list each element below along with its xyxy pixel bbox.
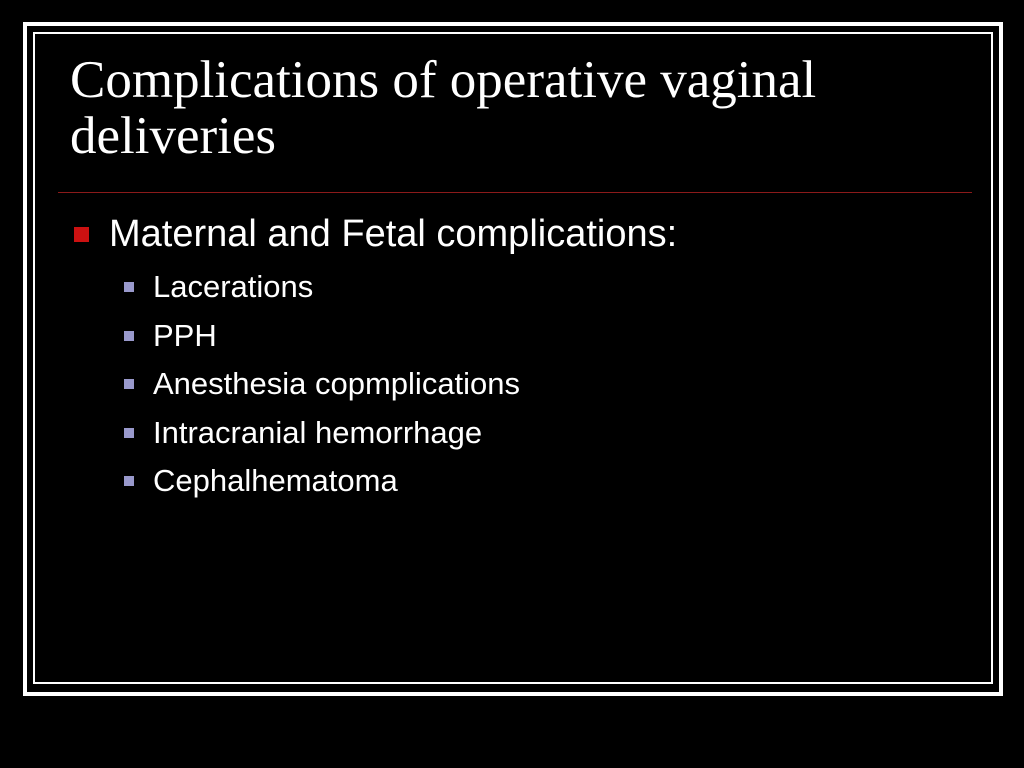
sub-bullet-item [124,312,520,361]
square-bullet-icon [74,227,89,242]
square-bullet-icon [124,476,134,486]
bullet-item [74,211,677,257]
sub-bullet-list [124,263,520,506]
square-bullet-icon [124,379,134,389]
sub-bullet-text: Anesthesia copmplications [153,366,521,402]
sub-bullet-item [124,457,520,506]
square-bullet-icon [124,428,134,438]
slide-title: Complications of operative vaginal deliveries [70,51,817,165]
sub-bullet-item [124,263,520,312]
sub-bullet-item [124,360,520,409]
sub-bullet-text: PPH [153,317,217,353]
sub-bullet-text: Intracranial hemorrhage [153,414,483,450]
square-bullet-icon [124,282,134,292]
bullet-text: Maternal and Fetal complications: [109,213,678,255]
sub-bullet-item [124,409,520,458]
sub-bullet-text: Lacerations [153,269,314,305]
sub-bullet-text: Cephalhematoma [153,463,398,499]
square-bullet-icon [124,331,134,341]
